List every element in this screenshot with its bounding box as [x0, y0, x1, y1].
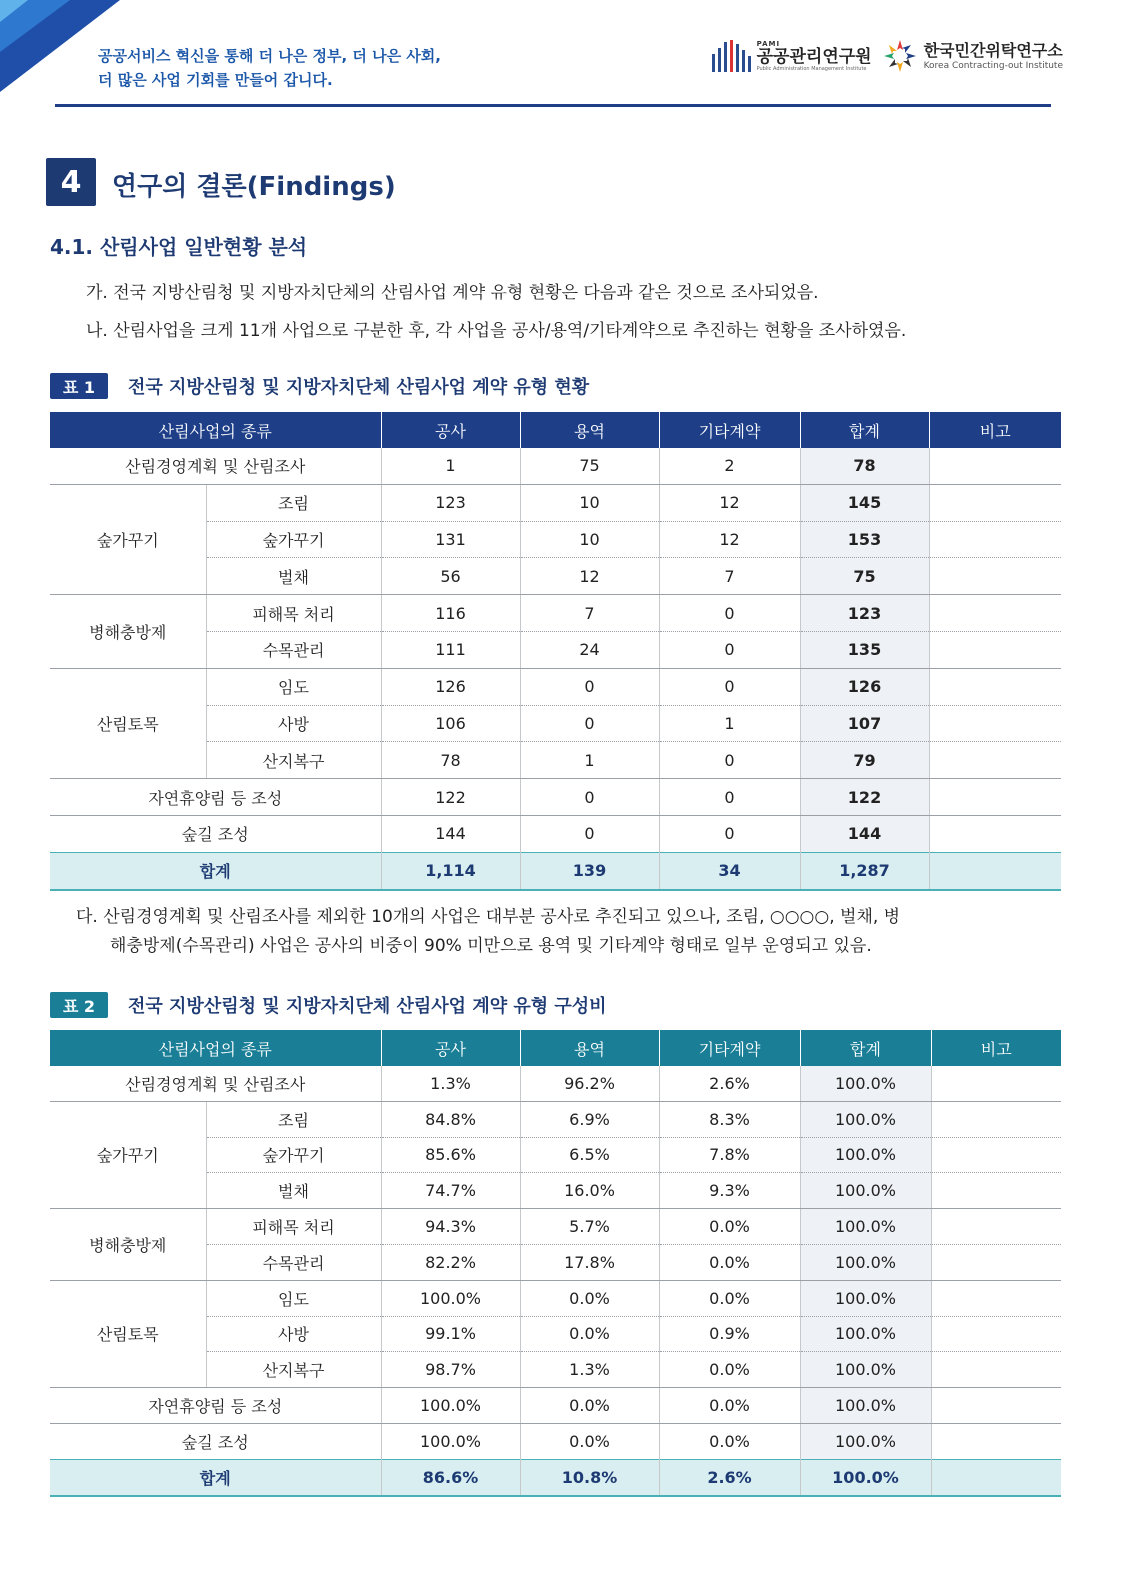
cell: 17.8%: [520, 1244, 659, 1280]
cell: 0: [659, 595, 800, 632]
table1-badge: 표 1: [50, 373, 108, 399]
group-label: 산림토목: [50, 668, 206, 778]
table1-header-remarks: 비고: [929, 412, 1061, 448]
cell-total: 100.0%: [800, 1209, 931, 1245]
cell: 126: [381, 668, 520, 705]
cell-total: 75: [800, 558, 929, 595]
cell: 85.6%: [381, 1137, 520, 1173]
table-total-row: [50, 852, 1061, 889]
cell: 0.0%: [659, 1388, 800, 1424]
cell: 139: [520, 852, 659, 889]
row-label: 합계: [50, 1459, 381, 1495]
cell-total: 100.0%: [800, 1137, 931, 1173]
paragraph-na: 나. 산림사업을 크게 11개 사업으로 구분한 후, 각 사업을 공사/용역/기타계약으로 추진하는 현황을 조사하였음.: [86, 321, 907, 341]
row-label: 산림경영계획 및 산림조사: [50, 1066, 381, 1101]
table1-header-other: 기타계약: [659, 412, 800, 448]
cell-total: 78: [800, 448, 929, 484]
cell-remarks: [931, 1280, 1061, 1316]
cell-total: 100.0%: [800, 1173, 931, 1209]
table2-title: 전국 지방산림청 및 지방자치단체 산림사업 계약 유형 구성비: [128, 996, 607, 1017]
cell-remarks: [929, 448, 1061, 484]
pami-abbrev: PAMI: [756, 40, 781, 48]
paragraph-da: [76, 903, 1036, 961]
cell: 12: [659, 521, 800, 558]
section-number: 4: [46, 158, 96, 206]
cell: 131: [381, 521, 520, 558]
cell-remarks: [929, 852, 1061, 889]
row-label: 산지복구: [206, 742, 381, 779]
table2-header-row: [50, 1030, 1061, 1066]
cell: 0.0%: [520, 1280, 659, 1316]
cell: 0: [520, 779, 659, 816]
cell: 2: [659, 448, 800, 484]
table1-header-row: [50, 412, 1061, 448]
cell-remarks: [929, 705, 1061, 742]
row-label: 숲가꾸기: [206, 1137, 381, 1173]
group-label: 숲가꾸기: [50, 1101, 206, 1208]
cell-remarks: [929, 521, 1061, 558]
cell: 2.6%: [659, 1459, 800, 1495]
pami-logo: [712, 40, 872, 72]
cell: 122: [381, 779, 520, 816]
table2-header-total: 합계: [800, 1030, 931, 1066]
table-row: [50, 448, 1061, 484]
cell: 0: [659, 742, 800, 779]
cell-remarks: [931, 1173, 1061, 1209]
table1-header-type: 산림사업의 종류: [50, 412, 381, 448]
table-row: [50, 1280, 1061, 1316]
cell: 6.5%: [520, 1137, 659, 1173]
cell: 94.3%: [381, 1209, 520, 1245]
row-label: 조림: [206, 1101, 381, 1137]
cell: 111: [381, 631, 520, 668]
row-label: 사방: [206, 1316, 381, 1352]
cell: 99.1%: [381, 1316, 520, 1352]
table-row: [50, 779, 1061, 816]
cell: 7: [520, 595, 659, 632]
table2-header-other: 기타계약: [659, 1030, 800, 1066]
cell: 0.0%: [520, 1423, 659, 1459]
row-label: 사방: [206, 705, 381, 742]
group-label: 병해충방제: [50, 1209, 206, 1281]
table2-badge: 표 2: [50, 992, 108, 1018]
cell: 8.3%: [659, 1101, 800, 1137]
cell: 12: [659, 484, 800, 521]
row-label: 수목관리: [206, 631, 381, 668]
cell: 75: [520, 448, 659, 484]
cell: 0.9%: [659, 1316, 800, 1352]
table2-header-type: 산림사업의 종류: [50, 1030, 381, 1066]
pami-bars-icon: [712, 40, 751, 72]
kci-name: 한국민간위탁연구소: [923, 41, 1063, 60]
cell-total: 126: [800, 668, 929, 705]
group-label: 병해충방제: [50, 595, 206, 669]
cell: 56: [381, 558, 520, 595]
cell-remarks: [931, 1066, 1061, 1101]
cell: 0: [659, 631, 800, 668]
cell: 7.8%: [659, 1137, 800, 1173]
cell: 9.3%: [659, 1173, 800, 1209]
cell-remarks: [929, 668, 1061, 705]
row-label: 자연휴양림 등 조성: [50, 1388, 381, 1424]
cell-total: 107: [800, 705, 929, 742]
group-label: 산림토목: [50, 1280, 206, 1387]
table-row: [50, 1066, 1061, 1101]
row-label: 합계: [50, 852, 381, 889]
pami-name: 공공관리연구원: [756, 47, 872, 67]
paragraph-da-line-2: 해충방제(수목관리) 사업은 공사의 비중이 90% 미만으로 용역 및 기타계약 형태로 일부 운영되고 있음.: [110, 936, 872, 956]
cell: 82.2%: [381, 1244, 520, 1280]
table-row: [50, 1101, 1061, 1137]
cell-total: 123: [800, 595, 929, 632]
cell: 1.3%: [381, 1066, 520, 1101]
cell-total: 79: [800, 742, 929, 779]
table2-header-remarks: 비고: [931, 1030, 1061, 1066]
cell: 74.7%: [381, 1173, 520, 1209]
cell: 1: [659, 705, 800, 742]
row-label: 자연휴양림 등 조성: [50, 779, 381, 816]
cell: 106: [381, 705, 520, 742]
cell-remarks: [929, 558, 1061, 595]
cell: 98.7%: [381, 1352, 520, 1388]
cell-total: 144: [800, 815, 929, 852]
table-row: [50, 1388, 1061, 1424]
cell: 1,114: [381, 852, 520, 889]
table1: [50, 412, 1061, 891]
cell: 96.2%: [520, 1066, 659, 1101]
row-label: 벌채: [206, 558, 381, 595]
cell: 78: [381, 742, 520, 779]
cell: 100.0%: [381, 1423, 520, 1459]
cell: 100.0%: [381, 1388, 520, 1424]
table2-header-service: 용역: [520, 1030, 659, 1066]
row-label: 산지복구: [206, 1352, 381, 1388]
pami-english: Public Administration Management Institute: [756, 66, 867, 72]
subsection-title: 4.1. 산림사업 일반현황 분석: [50, 235, 308, 259]
cell: 0: [520, 668, 659, 705]
cell: 0.0%: [659, 1352, 800, 1388]
table-row: [50, 595, 1061, 632]
table1-header-construction: 공사: [381, 412, 520, 448]
header-logos: [712, 38, 1063, 74]
cell-remarks: [929, 815, 1061, 852]
row-label: 수목관리: [206, 1244, 381, 1280]
table-row: [50, 668, 1061, 705]
row-label: 숲길 조성: [50, 1423, 381, 1459]
cell: 0.0%: [659, 1209, 800, 1245]
table-total-row: [50, 1459, 1061, 1495]
cell-total: 100.0%: [800, 1066, 931, 1101]
cell-total: 100.0%: [800, 1101, 931, 1137]
row-label: 피해목 처리: [206, 1209, 381, 1245]
cell: 144: [381, 815, 520, 852]
cell: 10.8%: [520, 1459, 659, 1495]
cell: 0.0%: [520, 1388, 659, 1424]
cell-remarks: [929, 779, 1061, 816]
cell: 10: [520, 521, 659, 558]
cell-remarks: [931, 1244, 1061, 1280]
cell-remarks: [929, 742, 1061, 779]
cell: 0: [520, 815, 659, 852]
row-label: 피해목 처리: [206, 595, 381, 632]
tagline-line-1: 공공서비스 혁신을 통해 더 나은 정부, 더 나은 사회,: [98, 47, 441, 65]
cell: 1: [381, 448, 520, 484]
row-label: 임도: [206, 668, 381, 705]
row-label: 숲가꾸기: [206, 521, 381, 558]
cell: 1: [520, 742, 659, 779]
cell-total: 100.0%: [800, 1352, 931, 1388]
table2-caption: [50, 992, 607, 1018]
cell-remarks: [931, 1423, 1061, 1459]
table-row: [50, 1423, 1061, 1459]
cell: 0.0%: [659, 1244, 800, 1280]
cell: 5.7%: [520, 1209, 659, 1245]
tagline-line-2: 더 많은 사업 기회를 만들어 갑니다.: [98, 71, 333, 89]
row-label: 산림경영계획 및 산림조사: [50, 448, 381, 484]
cell: 116: [381, 595, 520, 632]
cell: 0.0%: [659, 1280, 800, 1316]
cell: 100.0%: [381, 1280, 520, 1316]
cell: 1.3%: [520, 1352, 659, 1388]
cell-remarks: [931, 1352, 1061, 1388]
row-label: 임도: [206, 1280, 381, 1316]
section-title: 연구의 결론(Findings): [112, 172, 396, 202]
cell-total: 153: [800, 521, 929, 558]
cell-remarks: [929, 484, 1061, 521]
kci-logo: [882, 38, 1063, 74]
cell-total: 100.0%: [800, 1388, 931, 1424]
table2-header-construction: 공사: [381, 1030, 520, 1066]
cell: 84.8%: [381, 1101, 520, 1137]
cell: 0.0%: [659, 1423, 800, 1459]
cell-total: 100.0%: [800, 1459, 931, 1495]
cell: 6.9%: [520, 1101, 659, 1137]
cell: 34: [659, 852, 800, 889]
cell-total: 135: [800, 631, 929, 668]
cell: 86.6%: [381, 1459, 520, 1495]
table1-caption: [50, 373, 589, 399]
cell-total: 122: [800, 779, 929, 816]
row-label: 벌채: [206, 1173, 381, 1209]
paragraph-da-line-1: 다. 산림경영계획 및 산림조사를 제외한 10개의 사업은 대부분 공사로 추진되고 있으나, 조림, ○○○○, 벌채, 병: [76, 907, 901, 927]
cell-remarks: [929, 631, 1061, 668]
table-row: [50, 484, 1061, 521]
kci-english: Korea Contracting-out Institute: [923, 61, 1063, 71]
cell-total: 100.0%: [800, 1280, 931, 1316]
cell: 16.0%: [520, 1173, 659, 1209]
row-label: 조림: [206, 484, 381, 521]
cell: 2.6%: [659, 1066, 800, 1101]
cell: 0: [659, 815, 800, 852]
row-label: 숲길 조성: [50, 815, 381, 852]
cell-remarks: [931, 1459, 1061, 1495]
cell-total: 1,287: [800, 852, 929, 889]
cell: 0: [659, 668, 800, 705]
cell-remarks: [931, 1137, 1061, 1173]
header-tagline: [98, 44, 441, 92]
cell-remarks: [931, 1209, 1061, 1245]
cell-remarks: [929, 595, 1061, 632]
cell: 12: [520, 558, 659, 595]
header-rule: [55, 104, 1051, 107]
table1-header-total: 합계: [800, 412, 929, 448]
paragraph-ga: 가. 전국 지방산림청 및 지방자치단체의 산림사업 계약 유형 현황은 다음과 같은 것으로 조사되었음.: [86, 283, 819, 303]
kci-star-icon: [882, 38, 918, 74]
table1-header-service: 용역: [520, 412, 659, 448]
cell: 0.0%: [520, 1316, 659, 1352]
cell: 10: [520, 484, 659, 521]
cell: 7: [659, 558, 800, 595]
cell-remarks: [931, 1101, 1061, 1137]
table2: [50, 1030, 1061, 1497]
cell: 123: [381, 484, 520, 521]
cell: 0: [659, 779, 800, 816]
cell: 0: [520, 705, 659, 742]
table-row: [50, 815, 1061, 852]
cell-total: 100.0%: [800, 1244, 931, 1280]
cell-total: 100.0%: [800, 1316, 931, 1352]
cell-remarks: [931, 1388, 1061, 1424]
cell-remarks: [931, 1316, 1061, 1352]
cell-total: 100.0%: [800, 1423, 931, 1459]
table1-title: 전국 지방산림청 및 지방자치단체 산림사업 계약 유형 현황: [128, 377, 590, 398]
group-label: 숲가꾸기: [50, 484, 206, 594]
table-row: [50, 1209, 1061, 1245]
cell: 24: [520, 631, 659, 668]
cell-total: 145: [800, 484, 929, 521]
